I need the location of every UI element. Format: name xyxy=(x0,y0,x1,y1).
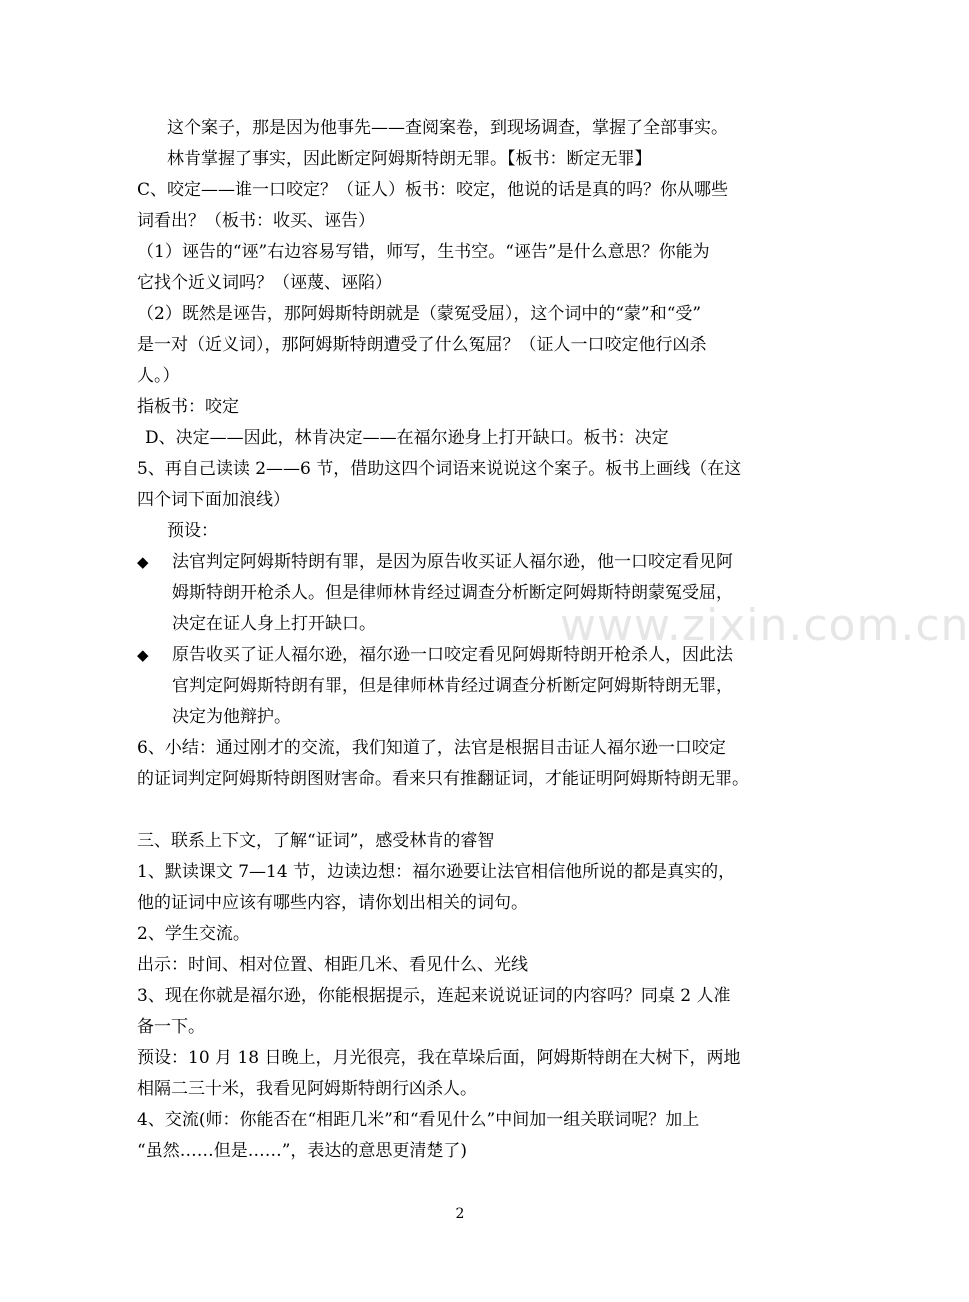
text-line: 出示：时间、相对位置、相距几米、看见什么、光线 xyxy=(137,955,528,975)
text-line: D、决定——因此，林肯决定——在福尔逊身上打开缺口。板书：决定 xyxy=(145,428,669,448)
text-line: 林肯掌握了事实，因此断定阿姆斯特朗无罪。【板书：断定无罪】 xyxy=(167,149,652,169)
text-line: 它找个近义词吗？（诬蔑、诬陷） xyxy=(137,273,392,293)
text-line: 法官判定阿姆斯特朗有罪，是因为原告收买证人福尔逊，他一口咬定看见阿 xyxy=(172,552,733,572)
text-line: 的证词判定阿姆斯特朗图财害命。看来只有推翻证词，才能证明阿姆斯特朗无罪。 xyxy=(137,769,749,789)
text-line: “虽然……但是……”，表达的意思更清楚了) xyxy=(137,1141,468,1161)
text-line: 预设：10 月 18 日晚上，月光很亮，我在草垛后面，阿姆斯特朗在大树下，两地 xyxy=(137,1048,741,1068)
text-line: 是一对（近义词），那阿姆斯特朗遭受了什么冤屈？（证人一口咬定他行凶杀 xyxy=(137,335,707,355)
section-heading: 三、联系上下文，了解“证词”，感受林肯的睿智 xyxy=(137,831,495,851)
text-line: （1）诬告的“诬”右边容易写错，师写，生书空。“诬告”是什么意思？你能为 xyxy=(137,242,710,262)
document-body xyxy=(137,113,787,1167)
text-line: 这个案子，那是因为他事先——查阅案卷，到现场调查，掌握了全部事实。 xyxy=(167,118,728,138)
paragraph-gap xyxy=(137,795,787,826)
text-line: C、咬定——谁一口咬定？（证人）板书：咬定，他说的话是真的吗？你从哪些 xyxy=(137,180,729,200)
diamond-bullet-icon: ◆ xyxy=(137,646,149,664)
text-line: 词看出？（板书：收买、诬告） xyxy=(137,211,375,231)
text-line: 人。） xyxy=(137,366,180,386)
text-line: 原告收买了证人福尔逊，福尔逊一口咬定看见阿姆斯特朗开枪杀人，因此法 xyxy=(172,645,733,665)
text-line: 决定在证人身上打开缺口。 xyxy=(172,614,376,634)
text-line: 姆斯特朗开枪杀人。但是律师林肯经过调查分析断定阿姆斯特朗蒙冤受屈， xyxy=(172,583,733,603)
text-line: 3、现在你就是福尔逊，你能根据提示，连起来说说证词的内容吗？同桌 2 人准 xyxy=(137,986,731,1006)
text-line: 指板书：咬定 xyxy=(137,397,239,417)
text-line: 4、交流(师：你能否在“相距几米”和“看见什么”中间加一组关联词呢？加上 xyxy=(137,1110,700,1130)
text-line: 四个词下面加浪线） xyxy=(137,490,290,510)
bullet-item xyxy=(137,547,787,640)
text-line: 官判定阿姆斯特朗有罪，但是律师林肯经过调查分析断定阿姆斯特朗无罪， xyxy=(172,676,733,696)
page-number: 2 xyxy=(455,1206,465,1222)
text-line: 预设： xyxy=(167,521,218,541)
text-line: 5、再自己读读 2——6 节，借助这四个词语来说说这个案子。板书上画线（在这 xyxy=(137,459,742,479)
bullet-item xyxy=(137,640,787,733)
text-line: （2）既然是诬告，那阿姆斯特朗就是（蒙冤受屈），这个词中的“蒙”和“受” xyxy=(137,304,702,324)
text-line: 6、小结：通过刚才的交流，我们知道了，法官是根据目击证人福尔逊一口咬定 xyxy=(137,738,726,758)
watermark: www.zixin.com.cn xyxy=(560,600,969,651)
diamond-bullet-icon: ◆ xyxy=(137,553,149,571)
text-line: 决定为他辩护。 xyxy=(172,707,291,727)
text-line: 相隔二三十米，我看见阿姆斯特朗行凶杀人。 xyxy=(137,1079,477,1099)
text-line: 他的证词中应该有哪些内容，请你划出相关的词句。 xyxy=(137,893,528,913)
text-line: 备一下。 xyxy=(137,1017,205,1037)
text-line: 2、学生交流。 xyxy=(137,924,250,944)
text-line: 1、默读课文 7—14 节，边读边想：福尔逊要让法官相信他所说的都是真实的， xyxy=(137,862,736,882)
